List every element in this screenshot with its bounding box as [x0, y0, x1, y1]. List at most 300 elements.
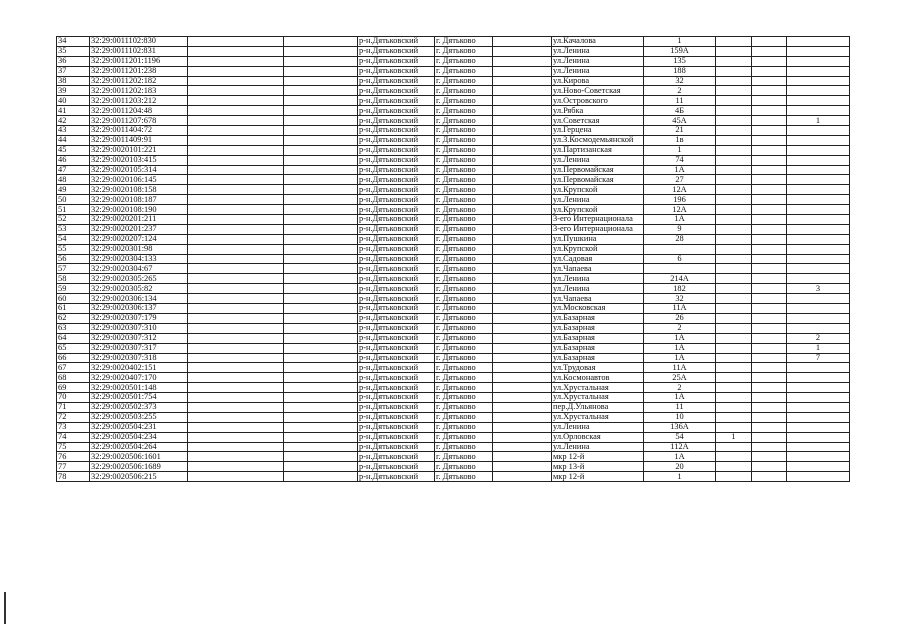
count-cell — [787, 37, 850, 47]
blank-cell — [188, 363, 284, 373]
table-row — [57, 373, 850, 383]
blank-cell — [493, 135, 552, 145]
cadastral-number-cell: 32:29:0020504:264 — [90, 442, 188, 452]
blank-cell — [493, 383, 552, 393]
blank-cell — [188, 224, 284, 234]
blank-cell — [493, 373, 552, 383]
blank-cell — [493, 393, 552, 403]
city-cell: г. Дятьково — [435, 175, 493, 185]
street-cell: мкр 12-й — [552, 472, 644, 482]
house-number-cell: 1 — [644, 472, 716, 482]
blank-cell — [284, 383, 358, 393]
count-cell — [752, 145, 787, 155]
city-cell: г. Дятьково — [435, 106, 493, 116]
cadastral-number-cell: 32:29:0011203:212 — [90, 96, 188, 106]
table-row — [57, 215, 850, 225]
table-row — [57, 126, 850, 136]
city-cell: г. Дятьково — [435, 442, 493, 452]
house-number-cell: 2 — [644, 86, 716, 96]
row-number-cell: 45 — [57, 145, 90, 155]
count-cell — [752, 274, 787, 284]
city-cell: г. Дятьково — [435, 432, 493, 442]
count-cell — [752, 86, 787, 96]
city-cell: г. Дятьково — [435, 294, 493, 304]
count-cell — [716, 402, 752, 412]
blank-cell — [188, 126, 284, 136]
district-cell: р-н.Дятьковский — [358, 205, 435, 215]
district-cell: р-н.Дятьковский — [358, 472, 435, 482]
cadastral-number-cell: 32:29:0020307:317 — [90, 343, 188, 353]
count-cell — [716, 205, 752, 215]
house-number-cell — [644, 264, 716, 274]
city-cell: г. Дятьково — [435, 46, 493, 56]
count-cell — [716, 215, 752, 225]
blank-cell — [284, 254, 358, 264]
city-cell: г. Дятьково — [435, 234, 493, 244]
count-cell — [787, 46, 850, 56]
count-cell — [716, 254, 752, 264]
count-cell: 1 — [787, 116, 850, 126]
blank-cell — [284, 234, 358, 244]
street-cell: ул.Пушкина — [552, 234, 644, 244]
house-number-cell: 32 — [644, 294, 716, 304]
count-cell — [716, 284, 752, 294]
blank-cell — [284, 96, 358, 106]
count-cell — [752, 323, 787, 333]
row-number-cell: 34 — [57, 37, 90, 47]
district-cell: р-н.Дятьковский — [358, 313, 435, 323]
blank-cell — [188, 165, 284, 175]
district-cell: р-н.Дятьковский — [358, 76, 435, 86]
district-cell: р-н.Дятьковский — [358, 106, 435, 116]
cadastral-number-cell: 32:29:0020307:310 — [90, 323, 188, 333]
count-cell — [752, 126, 787, 136]
cadastral-number-cell: 32:29:0020304:67 — [90, 264, 188, 274]
street-cell: ул.Крупской — [552, 205, 644, 215]
count-cell — [716, 462, 752, 472]
cadastral-number-cell: 32:29:0020305:82 — [90, 284, 188, 294]
street-cell: мкр 13-й — [552, 462, 644, 472]
street-cell: ул.Островского — [552, 96, 644, 106]
street-cell: ул.Базарная — [552, 353, 644, 363]
count-cell — [716, 353, 752, 363]
district-cell: р-н.Дятьковский — [358, 393, 435, 403]
table-row — [57, 383, 850, 393]
blank-cell — [284, 145, 358, 155]
count-cell — [752, 56, 787, 66]
blank-cell — [493, 264, 552, 274]
district-cell: р-н.Дятьковский — [358, 284, 435, 294]
district-cell: р-н.Дятьковский — [358, 254, 435, 264]
count-cell: 3 — [787, 284, 850, 294]
blank-cell — [284, 224, 358, 234]
count-cell — [716, 145, 752, 155]
blank-cell — [493, 323, 552, 333]
district-cell: р-н.Дятьковский — [358, 135, 435, 145]
table-row — [57, 244, 850, 254]
blank-cell — [188, 155, 284, 165]
table-row — [57, 412, 850, 422]
row-number-cell: 65 — [57, 343, 90, 353]
cadastral-number-cell: 32:29:0011204:48 — [90, 106, 188, 116]
blank-cell — [493, 472, 552, 482]
blank-cell — [493, 452, 552, 462]
count-cell — [716, 422, 752, 432]
count-cell — [752, 254, 787, 264]
row-number-cell: 41 — [57, 106, 90, 116]
count-cell — [716, 234, 752, 244]
blank-cell — [284, 402, 358, 412]
row-number-cell: 56 — [57, 254, 90, 264]
city-cell: г. Дятьково — [435, 343, 493, 353]
blank-cell — [284, 175, 358, 185]
district-cell: р-н.Дятьковский — [358, 422, 435, 432]
row-number-cell: 66 — [57, 353, 90, 363]
blank-cell — [284, 462, 358, 472]
street-cell: ул.Крупской — [552, 244, 644, 254]
district-cell: р-н.Дятьковский — [358, 185, 435, 195]
row-number-cell: 44 — [57, 135, 90, 145]
cadastral-number-cell: 32:29:0020402:151 — [90, 363, 188, 373]
row-number-cell: 72 — [57, 412, 90, 422]
table-row — [57, 56, 850, 66]
count-cell — [787, 215, 850, 225]
count-cell — [716, 37, 752, 47]
district-cell: р-н.Дятьковский — [358, 264, 435, 274]
street-cell: ул.Орловская — [552, 432, 644, 442]
house-number-cell: 27 — [644, 175, 716, 185]
blank-cell — [493, 234, 552, 244]
street-cell: ул.Первомайская — [552, 175, 644, 185]
table-row — [57, 195, 850, 205]
count-cell — [787, 106, 850, 116]
city-cell: г. Дятьково — [435, 452, 493, 462]
city-cell: г. Дятьково — [435, 195, 493, 205]
blank-cell — [188, 442, 284, 452]
blank-cell — [188, 46, 284, 56]
count-cell — [716, 442, 752, 452]
blank-cell — [493, 244, 552, 254]
row-number-cell: 54 — [57, 234, 90, 244]
street-cell: ул.Космонавтов — [552, 373, 644, 383]
count-cell — [787, 135, 850, 145]
blank-cell — [493, 462, 552, 472]
blank-cell — [493, 37, 552, 47]
blank-cell — [493, 76, 552, 86]
count-cell — [716, 195, 752, 205]
city-cell: г. Дятьково — [435, 472, 493, 482]
blank-cell — [188, 402, 284, 412]
cadastral-number-cell: 32:29:0011207:678 — [90, 116, 188, 126]
house-number-cell: 214А — [644, 274, 716, 284]
blank-cell — [188, 66, 284, 76]
house-number-cell: 112А — [644, 442, 716, 452]
street-cell: ул.Базарная — [552, 333, 644, 343]
street-cell: ул.Ленина — [552, 195, 644, 205]
blank-cell — [188, 412, 284, 422]
table-row — [57, 313, 850, 323]
blank-cell — [188, 135, 284, 145]
blank-cell — [284, 412, 358, 422]
house-number-cell: 182 — [644, 284, 716, 294]
count-cell — [716, 363, 752, 373]
row-number-cell: 68 — [57, 373, 90, 383]
city-cell: г. Дятьково — [435, 313, 493, 323]
count-cell — [752, 333, 787, 343]
count-cell — [787, 383, 850, 393]
district-cell: р-н.Дятьковский — [358, 86, 435, 96]
blank-cell — [493, 333, 552, 343]
house-number-cell: 4Б — [644, 106, 716, 116]
district-cell: р-н.Дятьковский — [358, 383, 435, 393]
blank-cell — [284, 442, 358, 452]
cadastral-number-cell: 32:29:0020504:231 — [90, 422, 188, 432]
house-number-cell: 26 — [644, 313, 716, 323]
street-cell: ул.Трудовая — [552, 363, 644, 373]
row-number-cell: 36 — [57, 56, 90, 66]
blank-cell — [188, 106, 284, 116]
count-cell — [787, 155, 850, 165]
blank-cell — [188, 373, 284, 383]
blank-cell — [493, 304, 552, 314]
table-row — [57, 46, 850, 56]
street-cell: ул.Ленина — [552, 284, 644, 294]
district-cell: р-н.Дятьковский — [358, 56, 435, 66]
district-cell: р-н.Дятьковский — [358, 343, 435, 353]
table-row — [57, 442, 850, 452]
count-cell — [787, 402, 850, 412]
district-cell: р-н.Дятьковский — [358, 244, 435, 254]
blank-cell — [284, 86, 358, 96]
row-number-cell: 69 — [57, 383, 90, 393]
street-cell: ул.Чапаева — [552, 294, 644, 304]
row-number-cell: 71 — [57, 402, 90, 412]
blank-cell — [188, 313, 284, 323]
blank-cell — [493, 195, 552, 205]
city-cell: г. Дятьково — [435, 116, 493, 126]
cadastral-number-cell: 32:29:0020105:314 — [90, 165, 188, 175]
city-cell: г. Дятьково — [435, 274, 493, 284]
cadastral-number-cell: 32:29:0020307:312 — [90, 333, 188, 343]
district-cell: р-н.Дятьковский — [358, 96, 435, 106]
count-cell — [752, 224, 787, 234]
cadastral-number-cell: 32:29:0020506:1601 — [90, 452, 188, 462]
cadastral-number-cell: 32:29:0011202:182 — [90, 76, 188, 86]
blank-cell — [493, 422, 552, 432]
blank-cell — [188, 333, 284, 343]
blank-cell — [188, 274, 284, 284]
house-number-cell: 1А — [644, 165, 716, 175]
blank-cell — [188, 323, 284, 333]
count-cell — [787, 126, 850, 136]
cadastral-number-cell: 32:29:0020504:234 — [90, 432, 188, 442]
blank-cell — [188, 343, 284, 353]
house-number-cell: 2 — [644, 323, 716, 333]
street-cell: ул.Хрустальная — [552, 383, 644, 393]
house-number-cell: 135 — [644, 56, 716, 66]
blank-cell — [188, 422, 284, 432]
count-cell — [716, 313, 752, 323]
blank-cell — [284, 155, 358, 165]
cadastral-number-cell: 32:29:0020503:255 — [90, 412, 188, 422]
house-number-cell: 1А — [644, 393, 716, 403]
cadastral-number-cell: 32:29:0020307:318 — [90, 353, 188, 363]
house-number-cell: 1 — [644, 37, 716, 47]
blank-cell — [493, 412, 552, 422]
registry-table-body — [57, 37, 850, 482]
blank-cell — [188, 294, 284, 304]
count-cell — [787, 224, 850, 234]
blank-cell — [284, 135, 358, 145]
blank-cell — [188, 264, 284, 274]
district-cell: р-н.Дятьковский — [358, 412, 435, 422]
city-cell: г. Дятьково — [435, 145, 493, 155]
cadastral-number-cell: 32:29:0020108:190 — [90, 205, 188, 215]
house-number-cell: 45А — [644, 116, 716, 126]
cadastral-number-cell: 32:29:0020502:373 — [90, 402, 188, 412]
row-number-cell: 74 — [57, 432, 90, 442]
blank-cell — [188, 195, 284, 205]
blank-cell — [284, 353, 358, 363]
count-cell — [716, 56, 752, 66]
district-cell: р-н.Дятьковский — [358, 452, 435, 462]
street-cell: ул.Хрустальная — [552, 393, 644, 403]
count-cell — [716, 472, 752, 482]
cadastral-number-cell: 32:29:0020306:134 — [90, 294, 188, 304]
house-number-cell: 20 — [644, 462, 716, 472]
count-cell — [752, 393, 787, 403]
count-cell: 1 — [787, 343, 850, 353]
street-cell: ул.Советская — [552, 116, 644, 126]
scan-edge-mark — [4, 592, 6, 624]
count-cell — [787, 145, 850, 155]
blank-cell — [284, 165, 358, 175]
row-number-cell: 47 — [57, 165, 90, 175]
blank-cell — [493, 66, 552, 76]
blank-cell — [284, 274, 358, 284]
count-cell — [716, 393, 752, 403]
cadastral-number-cell: 32:29:0011201:238 — [90, 66, 188, 76]
table-row — [57, 76, 850, 86]
count-cell — [752, 373, 787, 383]
cadastral-number-cell: 32:29:0020304:133 — [90, 254, 188, 264]
blank-cell — [493, 343, 552, 353]
count-cell — [716, 412, 752, 422]
row-number-cell: 40 — [57, 96, 90, 106]
house-number-cell: 21 — [644, 126, 716, 136]
table-row — [57, 333, 850, 343]
blank-cell — [493, 274, 552, 284]
blank-cell — [284, 452, 358, 462]
blank-cell — [284, 304, 358, 314]
city-cell: г. Дятьково — [435, 462, 493, 472]
city-cell: г. Дятьково — [435, 224, 493, 234]
house-number-cell: 74 — [644, 155, 716, 165]
district-cell: р-н.Дятьковский — [358, 165, 435, 175]
count-cell — [752, 205, 787, 215]
count-cell — [752, 96, 787, 106]
blank-cell — [284, 432, 358, 442]
blank-cell — [188, 462, 284, 472]
table-row — [57, 224, 850, 234]
street-cell: ул.Ленина — [552, 274, 644, 284]
row-number-cell: 43 — [57, 126, 90, 136]
blank-cell — [284, 313, 358, 323]
count-cell — [716, 333, 752, 343]
table-row — [57, 135, 850, 145]
cadastral-number-cell: 32:29:0011409:91 — [90, 135, 188, 145]
city-cell: г. Дятьково — [435, 422, 493, 432]
city-cell: г. Дятьково — [435, 155, 493, 165]
street-cell: ул.Рябка — [552, 106, 644, 116]
blank-cell — [493, 155, 552, 165]
row-number-cell: 53 — [57, 224, 90, 234]
blank-cell — [493, 165, 552, 175]
count-cell — [752, 472, 787, 482]
city-cell: г. Дятьково — [435, 333, 493, 343]
blank-cell — [493, 254, 552, 264]
row-number-cell: 60 — [57, 294, 90, 304]
row-number-cell: 73 — [57, 422, 90, 432]
row-number-cell: 61 — [57, 304, 90, 314]
city-cell: г. Дятьково — [435, 185, 493, 195]
row-number-cell: 48 — [57, 175, 90, 185]
district-cell: р-н.Дятьковский — [358, 294, 435, 304]
row-number-cell: 78 — [57, 472, 90, 482]
table-row — [57, 234, 850, 244]
district-cell: р-н.Дятьковский — [358, 323, 435, 333]
row-number-cell: 35 — [57, 46, 90, 56]
blank-cell — [188, 353, 284, 363]
table-row — [57, 432, 850, 442]
count-cell — [752, 462, 787, 472]
count-cell — [787, 422, 850, 432]
blank-cell — [493, 353, 552, 363]
house-number-cell: 136А — [644, 422, 716, 432]
blank-cell — [188, 254, 284, 264]
street-cell: ул.Ново-Советская — [552, 86, 644, 96]
table-row — [57, 264, 850, 274]
count-cell — [716, 343, 752, 353]
cadastral-number-cell: 32:29:0011404:72 — [90, 126, 188, 136]
count-cell — [752, 284, 787, 294]
count-cell — [787, 442, 850, 452]
count-cell — [716, 86, 752, 96]
district-cell: р-н.Дятьковский — [358, 373, 435, 383]
table-row — [57, 175, 850, 185]
house-number-cell: 32 — [644, 76, 716, 86]
blank-cell — [493, 432, 552, 442]
count-cell — [787, 264, 850, 274]
house-number-cell: 1А — [644, 452, 716, 462]
count-cell — [716, 175, 752, 185]
table-row — [57, 462, 850, 472]
city-cell: г. Дятьково — [435, 412, 493, 422]
blank-cell — [493, 284, 552, 294]
district-cell: р-н.Дятьковский — [358, 402, 435, 412]
blank-cell — [188, 234, 284, 244]
city-cell: г. Дятьково — [435, 126, 493, 136]
blank-cell — [188, 175, 284, 185]
count-cell — [752, 244, 787, 254]
cadastral-number-cell: 32:29:0011201:1196 — [90, 56, 188, 66]
count-cell — [787, 205, 850, 215]
district-cell: р-н.Дятьковский — [358, 155, 435, 165]
table-row — [57, 363, 850, 373]
table-row — [57, 155, 850, 165]
count-cell — [752, 165, 787, 175]
count-cell — [752, 343, 787, 353]
